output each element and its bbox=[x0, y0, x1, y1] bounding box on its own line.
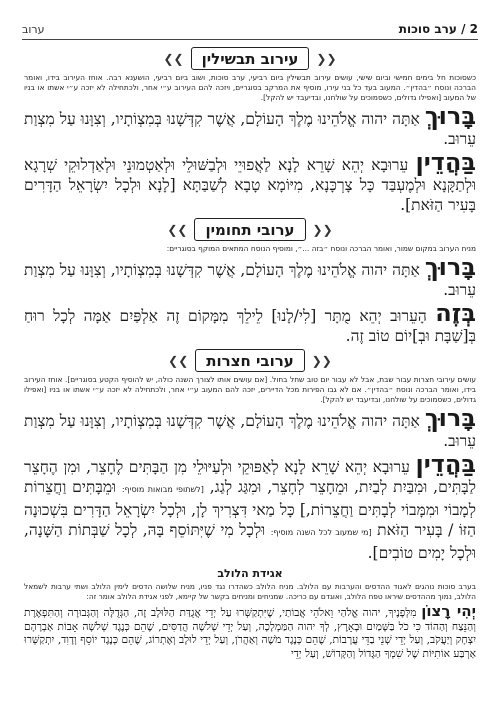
formula-text-2: וּמֵבָּתִּים וַחֲצֵרוֹת לְמָבוֹי וּמִמָּבוֹי לְבָתִּים וַחֲצֵרוֹת,] כָּל מַאי דִּצְרִיךְ לָן, וּלְכָל יִשְׂרָאֵל הַדָּרִים בִּשְׁכוּנָה הַזּוֹ / בָּעִיר הַזֹּאת bbox=[24, 478, 477, 539]
section-marker: ערוב bbox=[22, 23, 45, 36]
blessing-lead-word: בָּרוּךְ bbox=[424, 102, 476, 130]
lulav-subtitle: אגידת הלולב bbox=[217, 567, 283, 580]
formula-lead-word: בַּהֲדֵין bbox=[415, 450, 476, 478]
blessing-lead-word: בָּרוּךְ bbox=[424, 253, 476, 281]
eruv-formula bbox=[24, 148, 477, 215]
ornament-icon: ❯❯ bbox=[163, 51, 184, 66]
formula-text: הָעֵרוּב יְהֵא מֻתָּר [לִי/לָנוּ] לֵילֵךְ מִמָּקוֹם זֶה אַלְפַּיִם אַמָּה לְכָל רוּחַ בְּ[שַׁבָּת וּבְ]יוֹם טוֹב זֶה. bbox=[24, 307, 476, 345]
formula-text-3: וּלְכָל מִי שֶׁיִּתּוֹסֵף בָּהּ, לְכָל שַׁבְּתוֹת הַשָּׁנָה, וּלְכָל יָמִים טוֹבִים]. bbox=[24, 521, 476, 562]
instructions: מניח הערוב במקום שמור, ואומר הברכה ונוסח ״בזה ...״, ומוסיף הנוסח המתאים המוקף בסוגריים: bbox=[166, 244, 476, 253]
ornament-icon: ❯❯ bbox=[167, 222, 188, 237]
yehi-ratzon-prayer bbox=[24, 602, 476, 661]
section-title-eruvei-chatzeiros bbox=[24, 349, 476, 372]
running-head: 2 / ערב סוכות bbox=[398, 22, 478, 36]
header-divider bbox=[22, 39, 478, 40]
eruv-formula bbox=[24, 299, 476, 346]
yehi-text: מִלְּפָנֶיךָ, יהוה אֱלֹהַי וֵאלֹהֵי אֲבוֹתַי, שֶׁיִּתְקַשְּׁרוּ עַל יְדֵי אֲגֻדַּת הַלּוּלָב זֶה, הַגְּדֻלָּה וְהַגְּבוּרָה וְהַתִּפְאֶרֶת וְהַנֵּצַח וְהַהוֹד כִּי כֹל בַּשָּׁמַיִם וּבָאָרֶץ, לְךָ יהוה הַמַּמְלָכָה, וְעַל יְדֵי שְׁלֹשָׁה הֲדַסִּים, שֶׁהֵם כְּנֶגֶד שְׁלֹשָׁה אָבוֹת אַבְרָהָם יִצְחָק וְיַעֲקֹב, וְעַל יְדֵי שְׁנֵי בַדֵּי עֲרָבוֹת, שֶׁהֵם כְּנֶגֶד מֹשֶׁה וְאַהֲרֹן, וְעַל יְדֵי לוּלָב וְאֶתְרוֹג, שֶׁהֵם כְּנֶגֶד יוֹסֵף וְדָוִד, יִתְקַשְּׁרוּ אַרְבַּע אוֹתִיּוֹת שֶׁל שִׁמְךָ הַגָּדוֹל וְהַקָּדוֹשׁ, וְעַל יְדֵי bbox=[24, 607, 476, 660]
section-title-eruv-tavshilin bbox=[24, 47, 476, 70]
section-heading: ערובי חצרות bbox=[195, 349, 304, 372]
blessing-text: אַתָּה יהוה אֱלֹהֵינוּ מֶלֶךְ הָעוֹלָם, אֲשֶׁר קִדְּשָׁנוּ בְּמִצְוֹתָיו, וְצִוָּנוּ עַל מִצְוַת עֵרוּב. bbox=[24, 110, 476, 148]
section-title-eruvei-techumin bbox=[24, 218, 476, 241]
blessing-lead-word: בָּרוּךְ bbox=[424, 404, 476, 432]
instructions: בערב סוכות נוהגים לאגוד ההדסים והערבות עם הלולב. מניח הלולב כשהדרו נגד פניו, מניח שלושה הדסים לימין הלולב ושתי ערבות לשמאל הלולב, נמוך מההדסים שיראו טפח הלולב, ואוגדם עם כריכה. שמניחים ומניחים בקשר של קיימא, לפני אגידת הלולב אומר זה: bbox=[24, 582, 476, 601]
ornament-icon: ❮❮ bbox=[312, 222, 333, 237]
running-title: ערב סוכות bbox=[398, 22, 457, 36]
instructions: כשסוכות חל בימים חמישי וביום שישי, עושים עירוב תבשילין ביום רביעי, ערב סוכות, ושוב ביום רביעי, הושענא רבה. אוחז העירוב בידו, ואומר הברכה ונוסח ״בהדין״. המעוב בעד כל בני עירו, מוסיף את המרקב בסוגריים, ויזכה להם העירוב ע״י אחר, ולכתחילה לא יזכה ע״י אשתו או בניו של המעוב [ואפילו גדולים, כשסמוכים על שולחנו, ובדיעבד יש להקל]. bbox=[24, 73, 476, 102]
section-heading: ערובי תחומין bbox=[194, 218, 305, 241]
ornament-icon: ❯❯ bbox=[168, 353, 189, 368]
blessing-text: אַתָּה יהוה אֱלֹהֵינוּ מֶלֶךְ הָעוֹלָם, אֲשֶׁר קִדְּשָׁנוּ בְּמִצְוֹתָיו, וְצִוָּנוּ עַל מִצְוַת עֵרוּב. bbox=[24, 412, 476, 450]
formula-lead-word: בְּזֶה bbox=[435, 299, 476, 327]
blessing bbox=[24, 404, 476, 451]
eruv-formula bbox=[24, 450, 477, 563]
section-heading: עירוב תבשילין bbox=[191, 47, 310, 70]
blessing bbox=[24, 102, 476, 149]
instructions: עושים עירובי חצרות עבור שבת, אבל לא עבור יום טוב שחל בחול. [אם עושים אותו לצורך השנה כולה, יש להוסיף הקטע בסוגריים]. אוחז העירוב בידו, ואומר הברכה ונוסח ״בהדין״. אם לא גבו הפירות מכל הדיירים, יזכה להם המעוב ע״י אחר, ולכתחילה לא יזכה ע״י אשתו או בניו [ואפילו גדולים, כשסמוכים על שולחנו, ובדיעבד יש להקל]. bbox=[24, 375, 476, 404]
page-header bbox=[22, 14, 478, 36]
blessing bbox=[24, 253, 476, 300]
yehi-lead-words: יְהִי רָצוֹן bbox=[421, 602, 476, 620]
page-content bbox=[24, 44, 476, 661]
formula-lead-word: בַּהֲדֵין bbox=[415, 148, 477, 176]
ornament-icon: ❮❮ bbox=[316, 51, 337, 66]
formula-text: עֵרוּבָא יְהֵא שָׁרֵא לָנָא לַאֲפוּיֵי וּלְבַשּׁוּלֵי וּלְאַטְמוּנֵי וּלְאַדְלוּקֵי שְׁרָגָא וּלְתַקָּנָא וּלְמֶעְבַּד כָּל צָרְכָּנָא, מִיּוֹמָא טָבָא לְשַׁבַּתָּא [לָנָא וּלְכָל יִשְׂרָאֵל הַדָּרִים בָּעִיר הַזֹּאת]. bbox=[24, 156, 476, 214]
page-number: 2 bbox=[469, 22, 478, 36]
ornament-icon: ❮❮ bbox=[311, 353, 332, 368]
formula-note: [לשתופי מבואות מוסיף: bbox=[121, 485, 204, 494]
formula-note: [מי שמעוב לכל השנה מוסיף: bbox=[270, 528, 372, 537]
formula-text: עֵרוּבָא יְהֵא שָׁרֵא לָנָא לְאַפּוּקֵי וּלְעַיּוּלֵי מִן הַבָּתִּים לֶחָצֵר, וּמִן הֶחָצֵר לַבָּתִּים, וּמִבַּיִת לְבַיִת, וּמֵחָצֵר לְחָצֵר, וּמִגַּג לְגַג, bbox=[24, 458, 476, 496]
blessing-text: אַתָּה יהוה אֱלֹהֵינוּ מֶלֶךְ הָעוֹלָם, אֲשֶׁר קִדְּשָׁנוּ בְּמִצְוֹתָיו, וְצִוָּנוּ עַל מִצְוַת עֵרוּב. bbox=[24, 261, 476, 299]
